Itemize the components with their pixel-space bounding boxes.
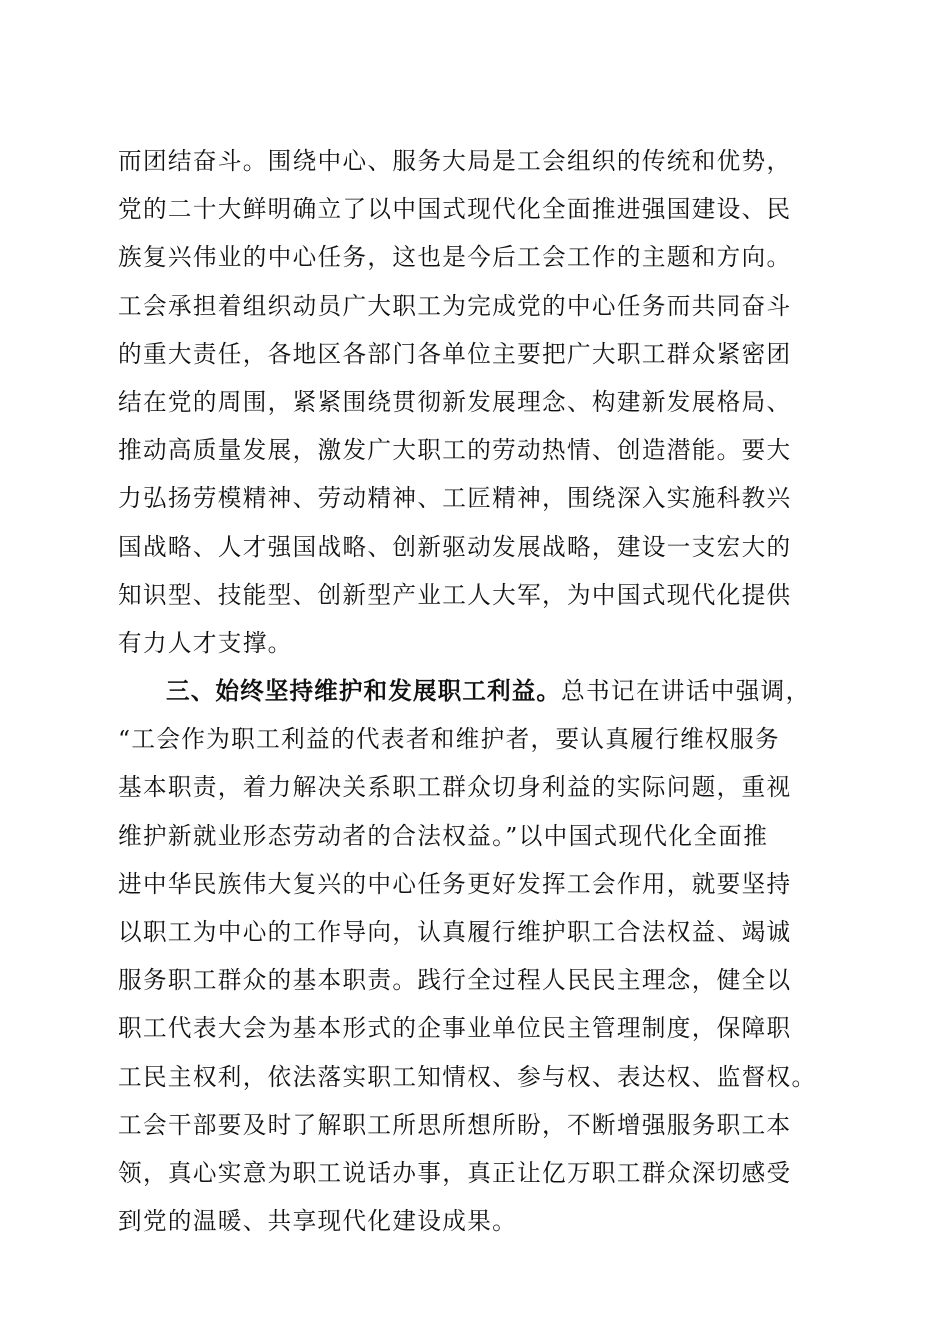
text-line: 有力人才支撑。 (118, 628, 293, 657)
text-line: 党的二十大鲜明确立了以中国式现代化全面推进强国建设、民 (118, 195, 792, 224)
text-line: 工民主权利，依法落实职工知情权、参与权、表达权、监督权。 (118, 1062, 817, 1091)
section-3-first-line (118, 667, 838, 715)
paragraph-2 (118, 667, 838, 1245)
text-line: 推动高质量发展，激发广大职工的劳动热情、创造潜能。要大 (118, 436, 792, 465)
section-3-first-line-text: 总书记在讲话中强调， (561, 677, 811, 706)
text-line: 知识型、技能型、创新型产业工人大军，为中国式现代化提供 (118, 580, 792, 609)
text-line: 力弘扬劳模精神、劳动精神、工匠精神，围绕深入实施科教兴 (118, 484, 792, 513)
text-line: 族复兴伟业的中心任务，这也是今后工会工作的主题和方向。 (118, 243, 792, 272)
text-line: 工会干部要及时了解职工所思所想所盼，不断增强服务职工本 (118, 1110, 792, 1139)
text-line: 工会承担着组织动员广大职工为完成党的中心任务而共同奋斗 (118, 291, 792, 320)
text-line: 进中华民族伟大复兴的中心任务更好发挥工会作用，就要坚持 (118, 869, 792, 898)
text-line: 结在党的周围，紧紧围绕贯彻新发展理念、构建新发展格局、 (118, 387, 792, 416)
text-line: “工会作为职工利益的代表者和维护者，要认真履行维权服务 (118, 725, 780, 754)
text-line: 服务职工群众的基本职责。践行全过程人民民主理念，健全以 (118, 966, 792, 995)
section-3-heading: 三、始终坚持维护和发展职工利益。 (166, 677, 562, 706)
text-line: 的重大责任，各地区各部门各单位主要把广大职工群众紧密团 (118, 339, 792, 368)
text-line: 职工代表大会为基本形式的企事业单位民主管理制度，保障职 (118, 1014, 792, 1043)
paragraph-1 (118, 137, 838, 667)
text-line: 维护新就业形态劳动者的合法权益。”以中国式现代化全面推 (118, 821, 769, 850)
text-line: 到党的温暖、共享现代化建设成果。 (118, 1207, 518, 1236)
text-line: 领，真心实意为职工说话办事，真正让亿万职工群众深切感受 (118, 1158, 792, 1187)
text-line: 国战略、人才强国战略、创新驱动发展战略，建设一支宏大的 (118, 532, 792, 561)
text-line: 以职工为中心的工作导向，认真履行维护职工合法权益、竭诚 (118, 918, 792, 946)
document-body (118, 137, 838, 1245)
text-line: 基本职责，着力解决关系职工群众切身利益的实际问题，重视 (118, 773, 792, 802)
text-line: 而团结奋斗。围绕中心、服务大局是工会组织的传统和优势， (118, 147, 792, 175)
